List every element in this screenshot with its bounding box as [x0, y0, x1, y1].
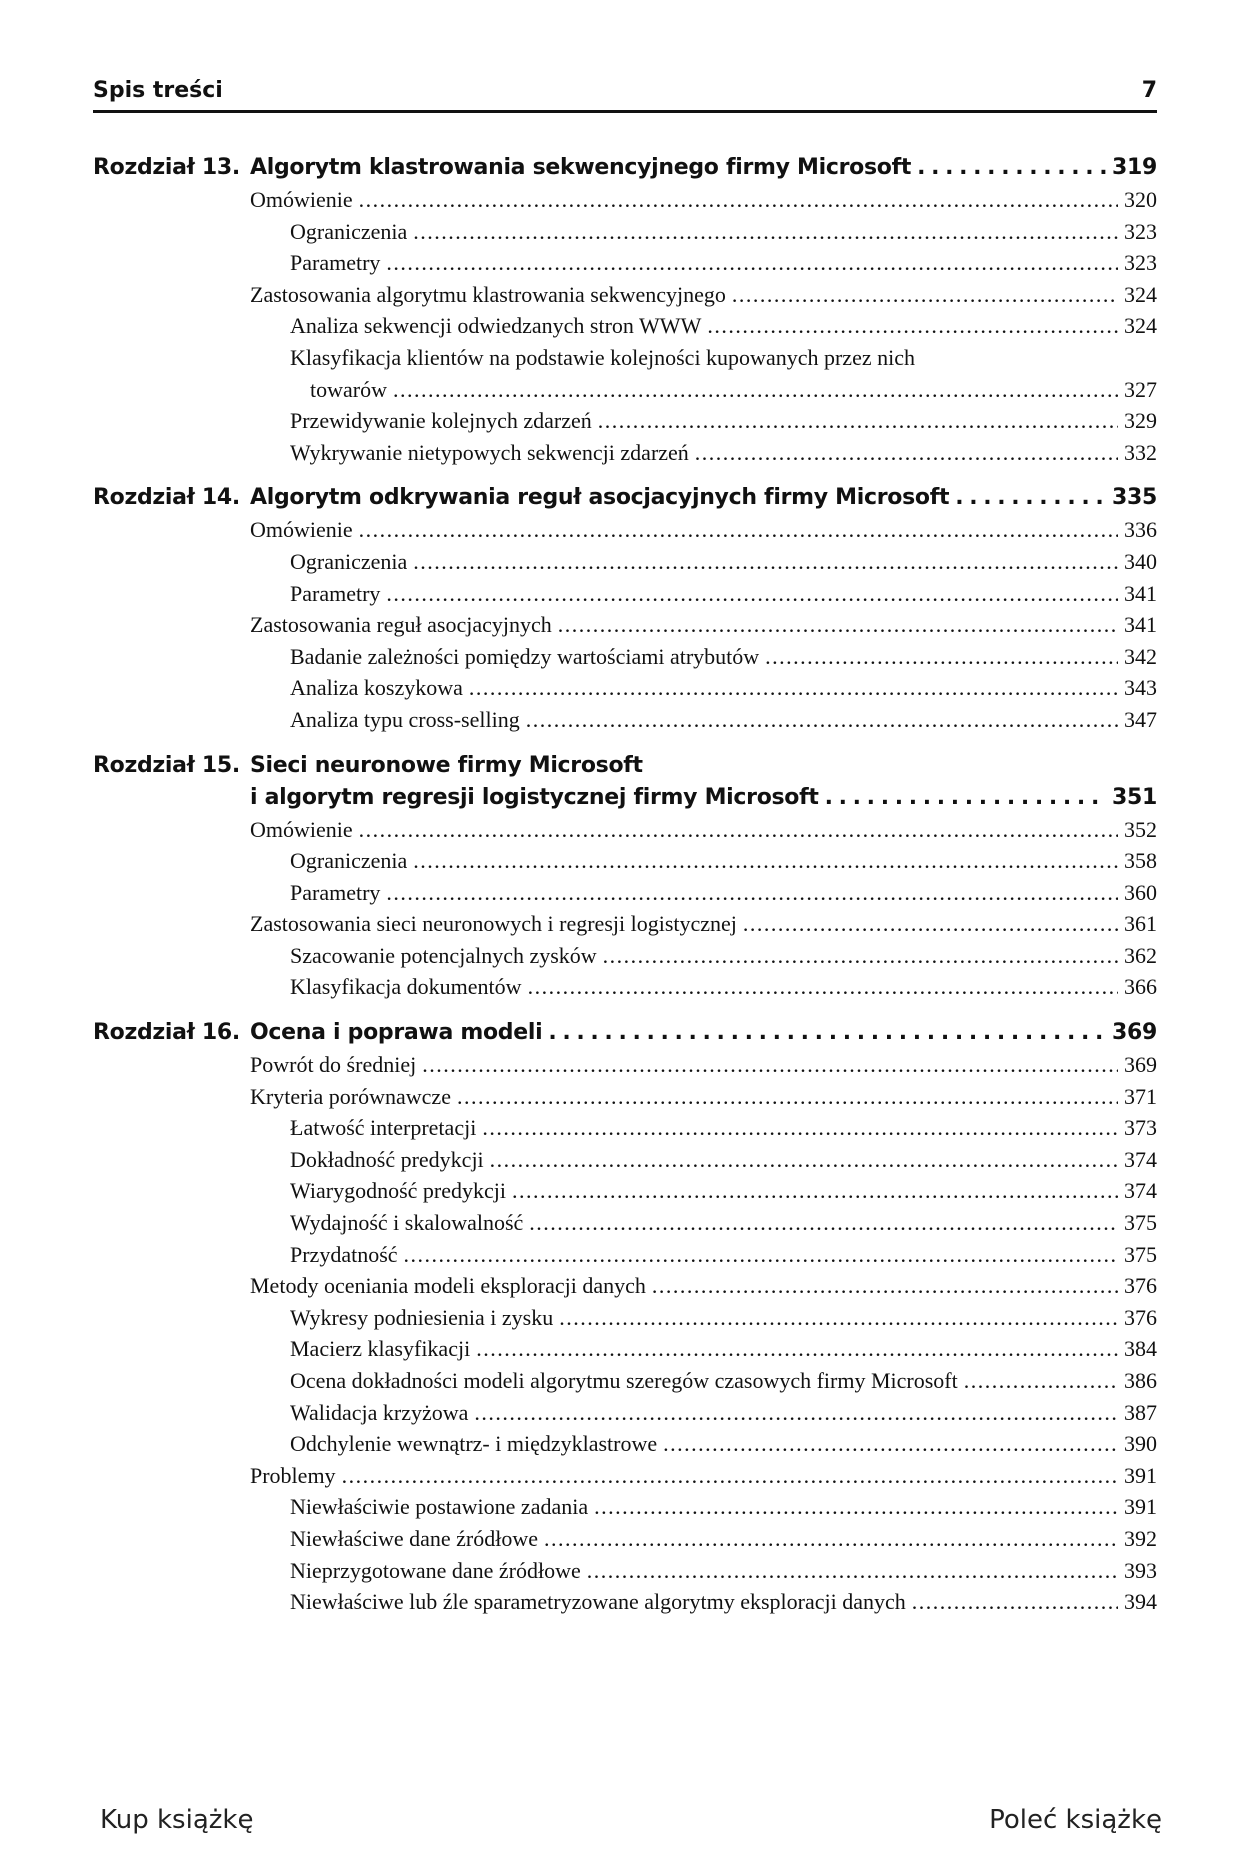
toc-entry[interactable] [93, 342, 1157, 405]
dot-leader [955, 482, 1106, 514]
chapter-page: 351 [1111, 784, 1157, 810]
dot-leader [707, 310, 1118, 342]
entry-page: 392 [1124, 1525, 1157, 1551]
dot-leader [964, 1365, 1118, 1397]
toc-entry[interactable] [93, 1081, 1157, 1113]
entry-page: 391 [1124, 1462, 1157, 1488]
entry-title: Omówienie [250, 816, 353, 842]
toc-entry[interactable] [93, 546, 1157, 578]
chapter-title: i algorytm regresji logistycznej firmy Microsoft [250, 784, 819, 810]
toc-entry[interactable] [93, 437, 1157, 469]
dot-leader [422, 1049, 1118, 1081]
entry-page: 340 [1124, 548, 1157, 574]
chapter-title: Algorytm klastrowania sekwencyjnego firmy Microsoft [250, 155, 912, 180]
entry-page: 362 [1124, 942, 1157, 968]
dot-leader [559, 1302, 1118, 1334]
toc-entry[interactable] [93, 1523, 1157, 1555]
chapter-label: Rozdział 15. [93, 752, 240, 778]
dot-leader [743, 908, 1118, 940]
entry-page: 361 [1124, 911, 1157, 937]
entry-title: Wykrywanie nietypowych sekwencji zdarzeń [290, 439, 689, 465]
toc-entry[interactable] [93, 1302, 1157, 1334]
entry-title: Wiarygodność predykcji [290, 1178, 506, 1204]
chapter-label: Rozdział 16. [93, 1020, 240, 1046]
entry-title: Szacowanie potencjalnych zysków [290, 942, 597, 968]
recommend-book-link[interactable]: Poleć książkę [989, 1805, 1162, 1835]
toc-entry[interactable] [93, 405, 1157, 437]
toc-entry[interactable] [93, 704, 1157, 736]
entry-page: 369 [1124, 1052, 1157, 1078]
entry-title: Walidacja krzyżowa [290, 1399, 469, 1425]
running-header [93, 70, 1157, 113]
entry-page: 323 [1124, 218, 1157, 244]
entry-page: 341 [1124, 612, 1157, 638]
toc-entry[interactable] [93, 814, 1157, 846]
entry-title: towarów [310, 376, 387, 402]
toc-chapter-block [93, 152, 1157, 468]
entry-page: 329 [1124, 408, 1157, 434]
entry-title: Kryteria porównawcze [250, 1083, 451, 1109]
entry-page: 366 [1124, 974, 1157, 1000]
dot-leader [587, 1555, 1118, 1587]
dot-leader [558, 609, 1118, 641]
entry-title: Przewidywanie kolejnych zdarzeń [290, 408, 592, 434]
dot-leader [359, 514, 1118, 546]
entry-page: 336 [1124, 517, 1157, 543]
toc-entry[interactable] [93, 1397, 1157, 1429]
toc-entry[interactable] [93, 1491, 1157, 1523]
dot-leader [603, 940, 1118, 972]
page-number: 7 [1141, 78, 1157, 103]
dot-leader [413, 546, 1118, 578]
entry-page: 332 [1124, 439, 1157, 465]
entry-title: Nieprzygotowane dane źródłowe [290, 1557, 581, 1583]
toc-entry[interactable] [93, 1365, 1157, 1397]
toc-entry[interactable] [93, 1112, 1157, 1144]
chapter-page: 369 [1111, 1020, 1157, 1046]
entry-page: 343 [1124, 675, 1157, 701]
toc-entry[interactable] [93, 1555, 1157, 1587]
dot-leader [594, 1491, 1118, 1523]
toc-entry[interactable] [93, 1333, 1157, 1365]
chapter-title: Ocena i poprawa modeli [250, 1020, 543, 1046]
entry-page: 342 [1124, 643, 1157, 669]
toc-entry[interactable] [93, 1049, 1157, 1081]
toc-chapter-block [93, 750, 1157, 1004]
entry-title: Ograniczenia [290, 218, 408, 244]
toc-entry[interactable] [93, 1460, 1157, 1492]
chapter-label: Rozdział 13. [93, 155, 240, 180]
entry-title: Omówienie [250, 187, 353, 212]
toc-chapter-heading[interactable] [93, 152, 1157, 184]
entry-title: Wydajność i skalowalność [290, 1210, 524, 1236]
entry-title: Niewłaściwie postawione zadania [290, 1494, 589, 1520]
toc-entry[interactable] [93, 184, 1157, 216]
dot-leader [598, 405, 1118, 437]
toc-entry[interactable] [93, 1270, 1157, 1302]
dot-leader [765, 641, 1118, 673]
entry-page: 323 [1124, 250, 1157, 276]
entry-title: Łatwość interpretacji [290, 1115, 477, 1141]
entry-title: Niewłaściwe dane źródłowe [290, 1525, 539, 1551]
entry-title-first-line: Klasyfikacja klientów na podstawie kolejności kupowanych przez nich [290, 344, 915, 370]
dot-leader [544, 1523, 1118, 1555]
dot-leader [652, 1270, 1118, 1302]
dot-leader [825, 782, 1106, 814]
entry-page: 376 [1124, 1273, 1157, 1299]
entry-page: 341 [1124, 580, 1157, 606]
toc-entry[interactable] [93, 609, 1157, 641]
dot-leader [359, 184, 1118, 216]
toc-entry[interactable] [93, 310, 1157, 342]
chapter-title-line: Sieci neuronowe firmy Microsoft [250, 752, 643, 778]
dot-leader [695, 437, 1118, 469]
dot-leader [490, 1144, 1118, 1176]
dot-leader [917, 152, 1106, 184]
toc-entry[interactable] [93, 1239, 1157, 1271]
toc-entry[interactable] [93, 672, 1157, 704]
toc-chapter-heading[interactable] [93, 750, 1157, 814]
entry-title: Analiza sekwencji odwiedzanych stron WWW [290, 313, 702, 339]
toc-chapter-block [93, 1017, 1157, 1618]
dot-leader [663, 1428, 1118, 1460]
entry-page: 390 [1124, 1431, 1157, 1457]
toc-entry[interactable] [93, 578, 1157, 610]
toc-entry[interactable] [93, 514, 1157, 546]
toc-entry[interactable] [93, 971, 1157, 1003]
dot-leader [404, 1239, 1118, 1271]
dot-leader [342, 1460, 1118, 1492]
dot-leader [732, 279, 1118, 311]
entry-title: Ograniczenia [290, 848, 408, 874]
dot-leader [469, 672, 1118, 704]
dot-leader [912, 1586, 1118, 1618]
dot-leader [413, 845, 1118, 877]
toc-entry[interactable] [93, 1144, 1157, 1176]
dot-leader [482, 1112, 1118, 1144]
entry-page: 394 [1124, 1589, 1157, 1615]
entry-title: Parametry [290, 879, 381, 905]
entry-page: 375 [1124, 1210, 1157, 1236]
dot-leader [529, 1207, 1118, 1239]
running-header-title: Spis treści [93, 78, 223, 103]
toc-entry[interactable] [93, 279, 1157, 311]
toc-chapter-block [93, 482, 1157, 735]
entry-title: Badanie zależności pomiędzy wartościami atrybutów [290, 643, 760, 669]
entry-title: Dokładność predykcji [290, 1146, 484, 1172]
dot-leader [528, 971, 1118, 1003]
entry-title: Analiza koszykowa [290, 675, 463, 701]
entry-page: 373 [1124, 1115, 1157, 1141]
toc-entry[interactable] [93, 1207, 1157, 1239]
dot-leader [386, 247, 1118, 279]
chapter-title: Algorytm odkrywania reguł asocjacyjnych firmy Microsoft [250, 485, 950, 511]
entry-title: Zastosowania reguł asocjacyjnych [250, 612, 552, 638]
dot-leader [526, 704, 1118, 736]
entry-page: 360 [1124, 879, 1157, 905]
entry-title: Macierz klasyfikacji [290, 1336, 471, 1362]
entry-page: 324 [1124, 281, 1157, 307]
toc-entry[interactable] [93, 940, 1157, 972]
entry-title: Przydatność [290, 1241, 398, 1267]
entry-title: Zastosowania sieci neuronowych i regresji logistycznej [250, 911, 737, 937]
entry-title: Metody oceniania modeli eksploracji danych [250, 1273, 646, 1299]
dot-leader [359, 814, 1118, 846]
toc-entry[interactable] [93, 247, 1157, 279]
toc-entry[interactable] [93, 1175, 1157, 1207]
entry-page: 376 [1124, 1304, 1157, 1330]
dot-leader [512, 1175, 1118, 1207]
entry-title: Klasyfikacja dokumentów [290, 974, 522, 1000]
entry-page: 374 [1124, 1178, 1157, 1204]
chapter-page: 319 [1111, 155, 1157, 180]
toc-entry[interactable] [93, 877, 1157, 909]
dot-leader [386, 877, 1118, 909]
entry-title: Analiza typu cross-selling [290, 706, 520, 732]
entry-page: 384 [1124, 1336, 1157, 1362]
dot-leader [474, 1397, 1118, 1429]
entry-page: 347 [1124, 706, 1157, 732]
toc-entry[interactable] [93, 908, 1157, 940]
entry-page: 391 [1124, 1494, 1157, 1520]
chapter-page: 335 [1111, 485, 1157, 511]
entry-title: Powrót do średniej [250, 1052, 417, 1078]
entry-page: 374 [1124, 1146, 1157, 1172]
dot-leader [393, 374, 1118, 406]
entry-page: 358 [1124, 848, 1157, 874]
entry-page: 375 [1124, 1241, 1157, 1267]
dot-leader [476, 1333, 1118, 1365]
entry-title: Odchylenie wewnątrz- i międzyklastrowe [290, 1431, 658, 1457]
dot-leader [413, 216, 1118, 248]
entry-page: 327 [1124, 376, 1157, 402]
dot-leader [548, 1017, 1106, 1049]
entry-title: Zastosowania algorytmu klastrowania sekwencyjnego [250, 281, 726, 307]
entry-title: Omówienie [250, 517, 353, 543]
buy-book-link[interactable]: Kup książkę [100, 1805, 254, 1835]
table-of-contents [93, 152, 1157, 1632]
entry-title: Wykresy podniesienia i zysku [290, 1304, 554, 1330]
entry-title: Parametry [290, 250, 381, 276]
entry-page: 320 [1124, 187, 1157, 212]
toc-chapter-heading[interactable] [93, 482, 1157, 514]
dot-leader [386, 578, 1118, 610]
toc-entry[interactable] [93, 641, 1157, 673]
entry-page: 352 [1124, 816, 1157, 842]
entry-page: 393 [1124, 1557, 1157, 1583]
entry-page: 386 [1124, 1368, 1157, 1393]
dot-leader [457, 1081, 1118, 1113]
chapter-label: Rozdział 14. [93, 485, 240, 511]
toc-entry[interactable] [93, 1428, 1157, 1460]
entry-title: Problemy [250, 1462, 336, 1488]
entry-page: 324 [1124, 313, 1157, 339]
toc-chapter-heading[interactable] [93, 1017, 1157, 1049]
entry-title: Ocena dokładności modeli algorytmu szeregów czasowych firmy Microsoft [290, 1368, 958, 1393]
entry-title: Ograniczenia [290, 548, 408, 574]
entry-title: Niewłaściwe lub źle sparametryzowane algorytmy eksploracji danych [290, 1589, 906, 1615]
entry-page: 387 [1124, 1399, 1157, 1425]
toc-entry[interactable] [93, 1586, 1157, 1618]
entry-page: 371 [1124, 1083, 1157, 1109]
toc-entry[interactable] [93, 845, 1157, 877]
toc-entry[interactable] [93, 216, 1157, 248]
entry-title: Parametry [290, 580, 381, 606]
